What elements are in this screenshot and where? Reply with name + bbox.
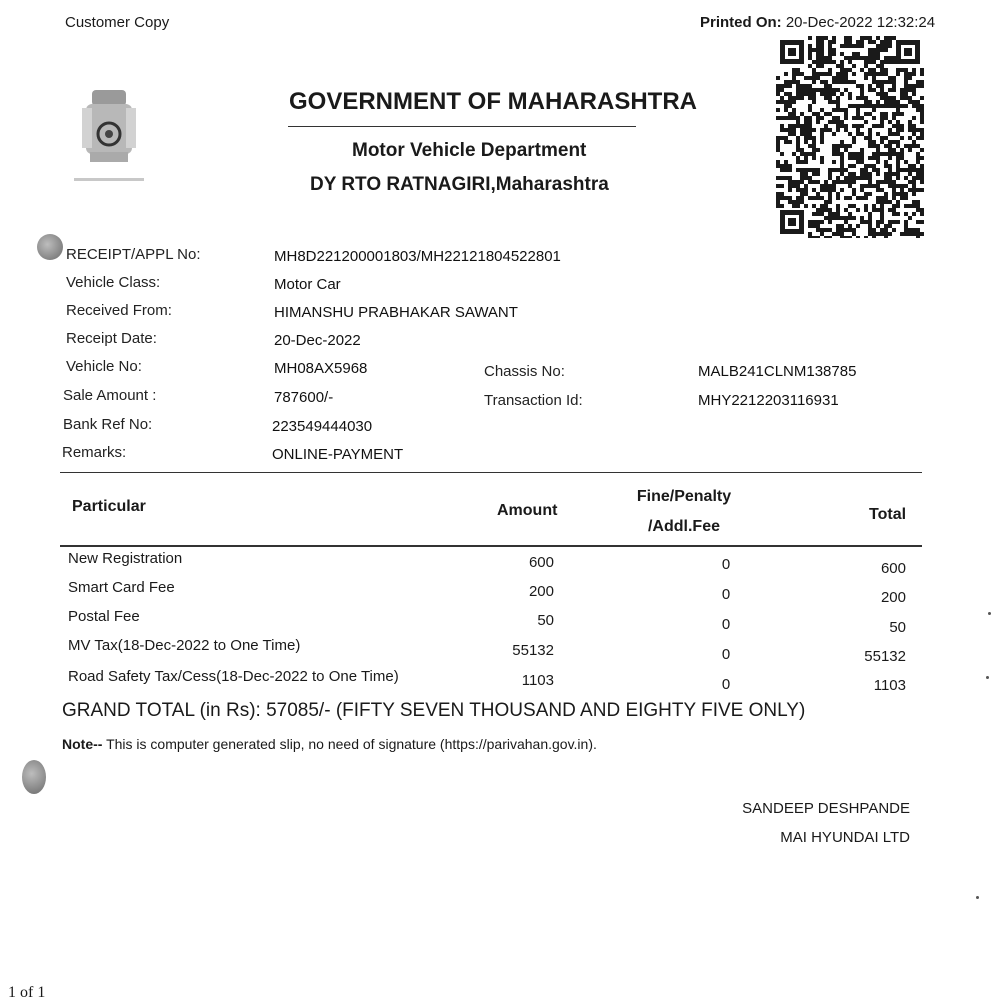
grand-total: GRAND TOTAL (in Rs): 57085/- (FIFTY SEVEN THOUSAND AND EIGHTY FIVE ONLY) <box>62 700 806 721</box>
page-number: 1 of 1 <box>8 984 46 1001</box>
vehicle-class-label: Vehicle Class: <box>66 274 161 291</box>
office: DY RTO RATNAGIRI,Maharashtra <box>310 174 609 195</box>
note-text: This is computer generated slip, no need of signature (https://parivahan.gov.in). <box>102 736 597 752</box>
punch-hole-bottom <box>22 760 46 794</box>
receipt-label: RECEIPT/APPL No: <box>66 246 201 263</box>
row-amount: 55132 <box>512 642 554 659</box>
receipt-date-value: 20-Dec-2022 <box>274 332 361 349</box>
th-fine-line1: Fine/Penalty <box>636 488 732 505</box>
vehicle-class-value: Motor Car <box>274 276 341 293</box>
note-label: Note-- <box>62 736 103 752</box>
qr-code-icon <box>776 36 924 238</box>
bank-ref-value: 223549444030 <box>272 418 373 435</box>
state-emblem-icon <box>70 86 148 196</box>
received-from-value: HIMANSHU PRABHAKAR SAWANT <box>274 304 518 321</box>
vehicle-no-value: MH08AX5968 <box>274 360 368 377</box>
printed-on-label: Printed On: <box>700 14 782 31</box>
row-amount: 1103 <box>521 672 554 689</box>
th-particular: Particular <box>72 498 146 515</box>
row-fine: 0 <box>721 676 731 693</box>
printed-on <box>700 14 935 31</box>
row-fine: 0 <box>721 616 731 633</box>
chassis-label: Chassis No: <box>484 363 565 380</box>
scan-speck <box>988 612 991 615</box>
remarks-value: ONLINE-PAYMENT <box>272 446 404 463</box>
gov-title: GOVERNMENT OF MAHARASHTRA <box>289 88 697 115</box>
row-total: 55132 <box>864 648 906 665</box>
row-total: 200 <box>880 589 906 606</box>
row-particular: New Registration <box>68 550 183 567</box>
th-total: Total <box>869 506 907 523</box>
row-fine: 0 <box>721 556 731 573</box>
received-from-label: Received From: <box>66 302 172 319</box>
row-particular: MV Tax(18-Dec-2022 to One Time) <box>68 637 301 654</box>
row-fine: 0 <box>721 586 731 603</box>
receipt-date-label: Receipt Date: <box>66 330 157 347</box>
row-particular: Postal Fee <box>68 608 140 625</box>
title-underline <box>288 126 636 127</box>
row-particular: Road Safety Tax/Cess(18-Dec-2022 to One Time) <box>68 668 399 685</box>
th-amount: Amount <box>497 502 558 519</box>
copy-label: Customer Copy <box>65 14 170 31</box>
table-header-divider <box>60 545 922 547</box>
punch-hole-top <box>37 234 63 260</box>
row-particular: Smart Card Fee <box>68 579 175 596</box>
scan-speck <box>976 896 979 899</box>
row-amount: 600 <box>528 554 554 571</box>
signatory-company: MAI HYUNDAI LTD <box>780 829 910 846</box>
th-fine-line2: /Addl.Fee <box>647 518 720 535</box>
department: Motor Vehicle Department <box>352 140 587 161</box>
remarks-label: Remarks: <box>62 444 127 461</box>
row-amount: 200 <box>528 583 554 600</box>
signatory-name: SANDEEP DESHPANDE <box>742 800 910 817</box>
transaction-value: MHY2212203116931 <box>698 392 839 409</box>
receipt-value: MH8D221200001803/MH22121804522801 <box>274 248 561 265</box>
printed-on-value: 20-Dec-2022 12:32:24 <box>785 14 936 31</box>
sale-amount-value: 787600/- <box>274 389 334 406</box>
row-fine: 0 <box>721 646 731 663</box>
row-total: 600 <box>880 560 906 577</box>
scan-speck <box>986 676 989 679</box>
chassis-value: MALB241CLNM138785 <box>698 363 857 380</box>
row-amount: 50 <box>537 612 554 629</box>
details-divider <box>60 472 922 473</box>
sale-amount-label: Sale Amount : <box>63 387 157 404</box>
bank-ref-label: Bank Ref No: <box>63 416 153 433</box>
vehicle-no-label: Vehicle No: <box>66 358 142 375</box>
note <box>62 736 597 752</box>
transaction-label: Transaction Id: <box>484 392 583 409</box>
row-total: 50 <box>889 619 906 636</box>
row-total: 1103 <box>873 677 906 694</box>
